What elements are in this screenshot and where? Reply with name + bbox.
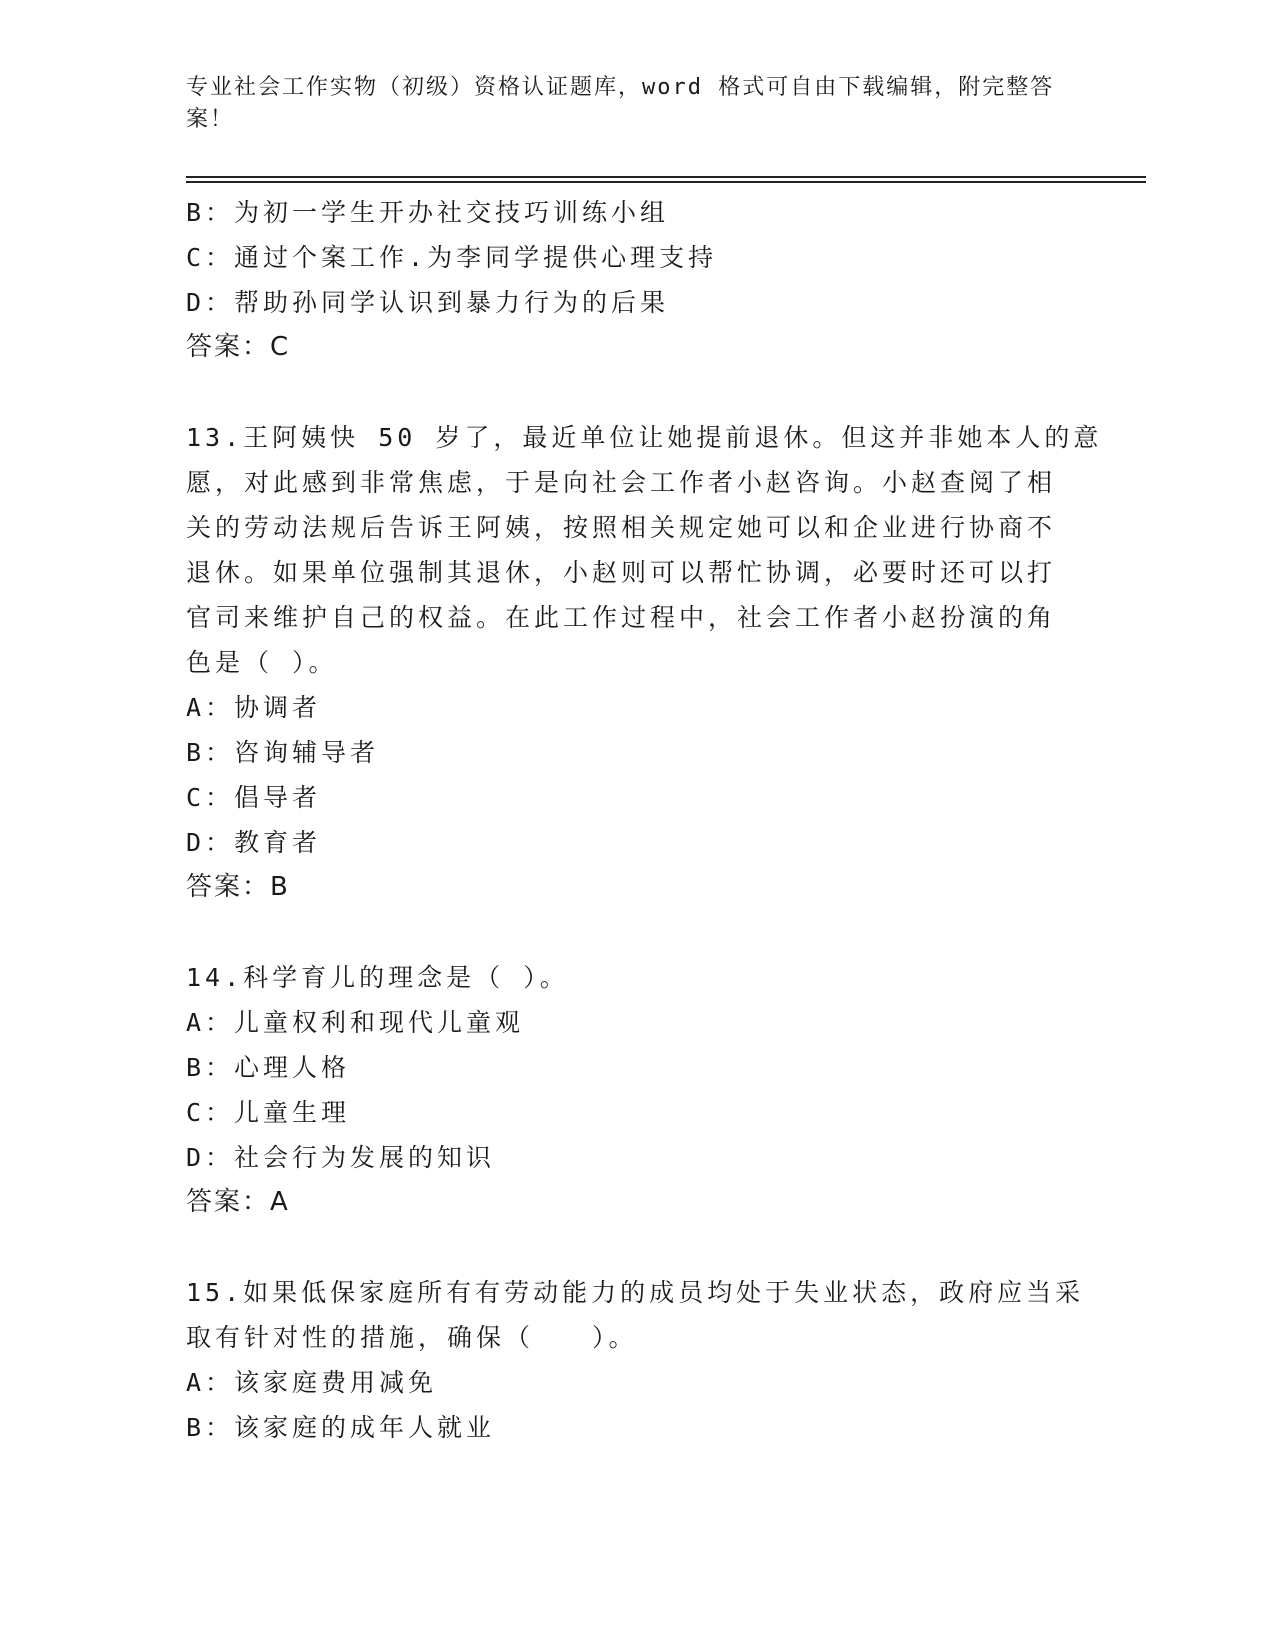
header-divider-top <box>186 176 1146 178</box>
question-stem-line: 愿，对此感到非常焦虑，于是向社会工作者小赵咨询。小赵查阅了相 <box>186 468 1057 497</box>
option-a: A：儿童权利和现代儿童观 <box>186 1008 525 1037</box>
question-stem-line: 13.王阿姨快 50 岁了，最近单位让她提前退休。但这并非她本人的意 <box>186 423 1103 452</box>
question-stem-line: 关的劳动法规后告诉王阿姨，按照相关规定她可以和企业进行协商不 <box>186 513 1057 542</box>
option-b: B：心理人格 <box>186 1053 351 1082</box>
option-c: C：倡导者 <box>186 783 322 812</box>
question-stem-line: 取有针对性的措施，确保（ ）。 <box>186 1323 638 1352</box>
question-stem-line: 15.如果低保家庭所有有劳动能力的成员均处于失业状态，政府应当采 <box>186 1278 1085 1307</box>
header-divider-bottom <box>186 181 1146 183</box>
option-b: B：咨询辅导者 <box>186 738 380 767</box>
option-d: D：教育者 <box>186 828 322 857</box>
option-d: D：社会行为发展的知识 <box>186 1143 496 1172</box>
question-12 <box>186 190 1066 370</box>
option-a: A：协调者 <box>186 693 322 722</box>
question-stem-line: 14.科学育儿的理念是（ ）。 <box>186 963 569 992</box>
answer-line: 答案：B <box>186 872 290 902</box>
option-c: C：通过个案工作.为李同学提供心理支持 <box>186 243 718 272</box>
answer-line: 答案：C <box>186 332 291 362</box>
question-14 <box>186 955 1066 1225</box>
question-15 <box>186 1270 1085 1450</box>
option-d: D：帮助孙同学认识到暴力行为的后果 <box>186 288 670 317</box>
option-a: A：该家庭费用减免 <box>186 1368 438 1397</box>
question-stem-line: 官司来维护自己的权益。在此工作过程中，社会工作者小赵扮演的角 <box>186 603 1057 632</box>
question-13 <box>186 415 1103 910</box>
question-list <box>186 190 1103 1450</box>
option-b: B：该家庭的成年人就业 <box>186 1413 496 1442</box>
option-b: B：为初一学生开办社交技巧训练小组 <box>186 198 670 227</box>
page-header: 专业社会工作实物（初级）资格认证题库，word 格式可自由下载编辑，附完整答案！ <box>186 75 1055 132</box>
option-c: C：儿童生理 <box>186 1098 351 1127</box>
question-stem-line: 色是（ ）。 <box>186 648 338 677</box>
question-stem-line: 退休。如果单位强制其退休，小赵则可以帮忙协调，必要时还可以打 <box>186 558 1057 587</box>
answer-line: 答案：A <box>186 1187 290 1217</box>
